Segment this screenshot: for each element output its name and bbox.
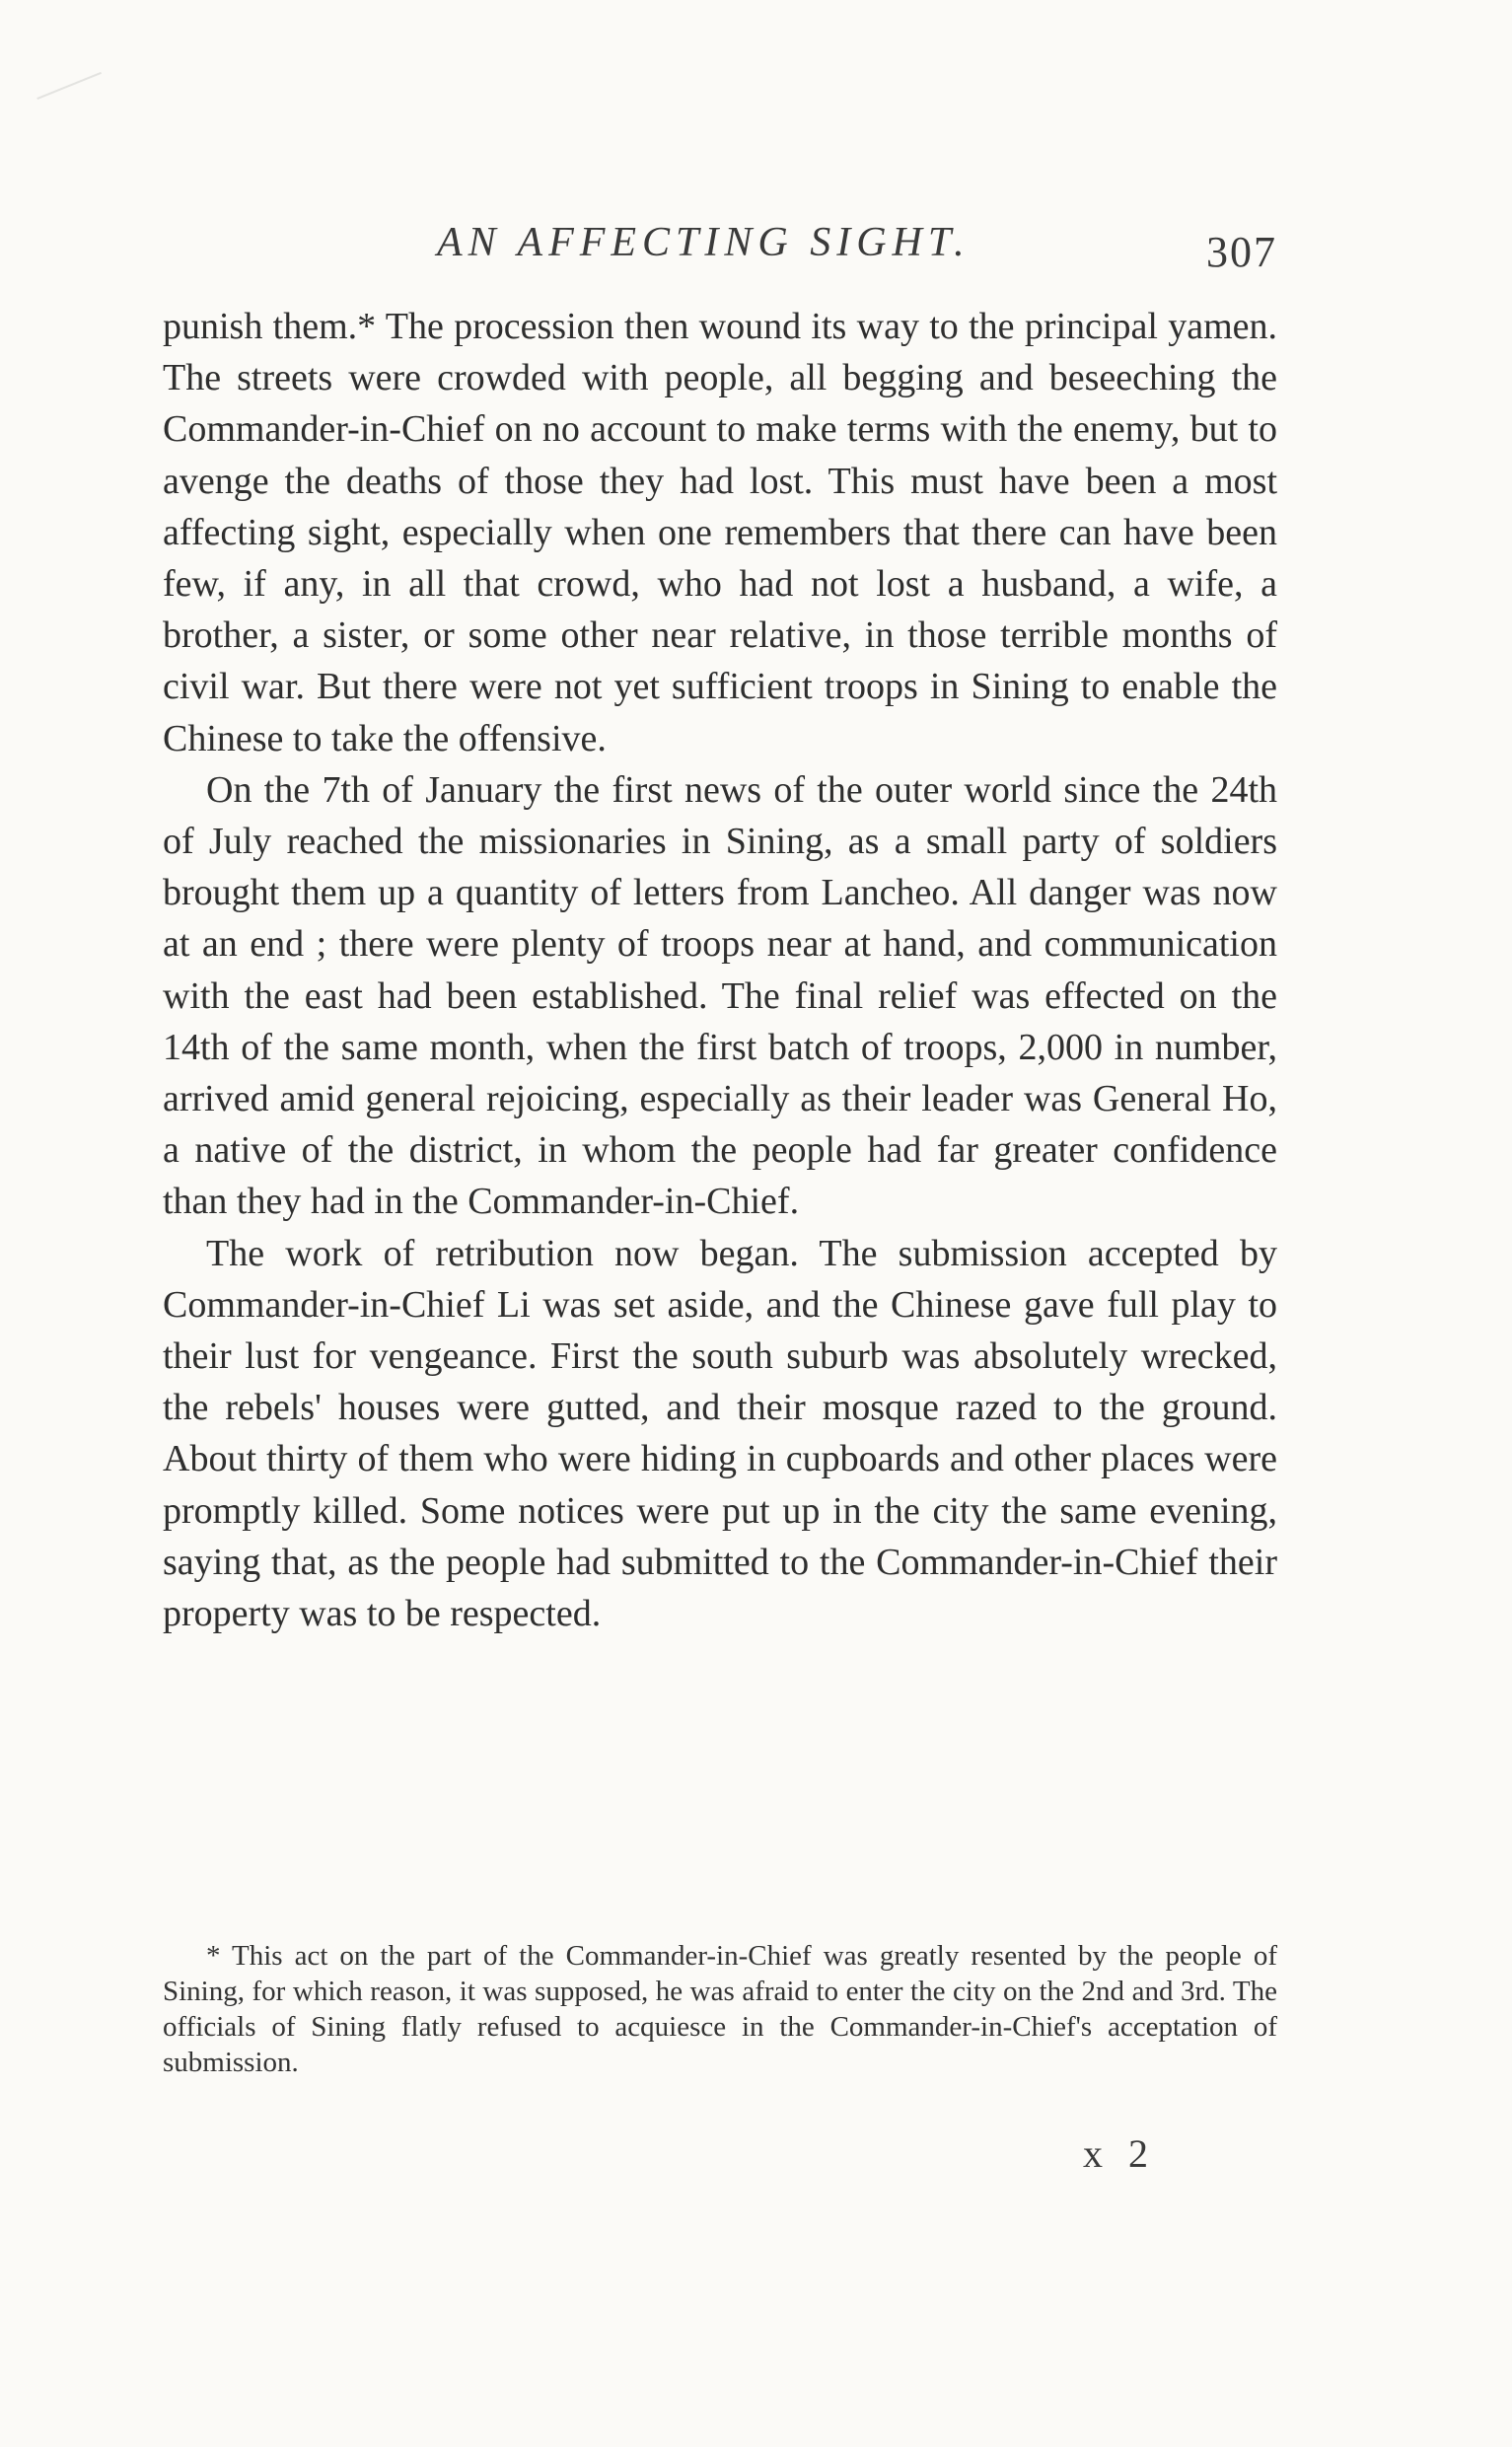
- running-head: [163, 219, 1277, 278]
- running-title: AN AFFECTING SIGHT.: [437, 220, 971, 265]
- paragraph-2: On the 7th of January the first news of the outer world since the 24th of July reached the missionaries in Sining, as a small party of soldiers brought them up a quantity of letters from Lancheo. All danger was now at an end ; there were plenty of troops near at hand, and communication with the east had been established. The final relief was effected on the 14th of the same month, when the first batch of troops, 2,000 in number, arrived amid general rejoicing, especially as their leader was General Ho, a native of the district, in whom the people had far greater confidence than they had in the Commander-in-Chief.: [163, 768, 1277, 1223]
- paragraph-1: punish them.* The procession then wound its way to the principal yamen. The streets were crowded with people, all begging and beseeching the Commander-in-Chief on no account to make terms with the enemy, but to avenge the deaths of those they had lost. This must have been a most affecting sight, especially when one remembers that there can have been few, if any, in all that crowd, who had not lost a husband, a wife, a brother, a sister, or some other near relative, in those terrible months of civil war. But there were not yet sufficient troops in Sining to enable the Chinese to take the offensive.: [163, 306, 1277, 759]
- page-number: 307: [1206, 228, 1277, 276]
- signature-mark: x 2: [1083, 2131, 1156, 2176]
- main-text: [163, 301, 1277, 1639]
- paragraph-3: The work of retribution now began. The submission accepted by Commander-in-Chief Li was set aside, and the Chinese gave full play to their lust for vengeance. First the south suburb was absolutely wrecked, the rebels' houses were gutted, and their mosque razed to the ground. About thirty of them who were hiding in cupboards and other places were promptly killed. Some notices were put up in the city the same evening, saying that, as the people had submitted to the Commander-in-Chief their property was to be respected.: [163, 1232, 1277, 1635]
- footnote: [163, 1938, 1277, 2080]
- footnote-text: * This act on the part of the Commander-in-Chief was greatly resented by the people of Sining, for which reason, it was supposed, he was afraid to enter the city on the 2nd and 3rd. The officials of Sining flatly refused to acquiesce in the Commander-in-Chief's acceptation of submission.: [163, 1940, 1277, 2078]
- page-smudge: [36, 72, 110, 123]
